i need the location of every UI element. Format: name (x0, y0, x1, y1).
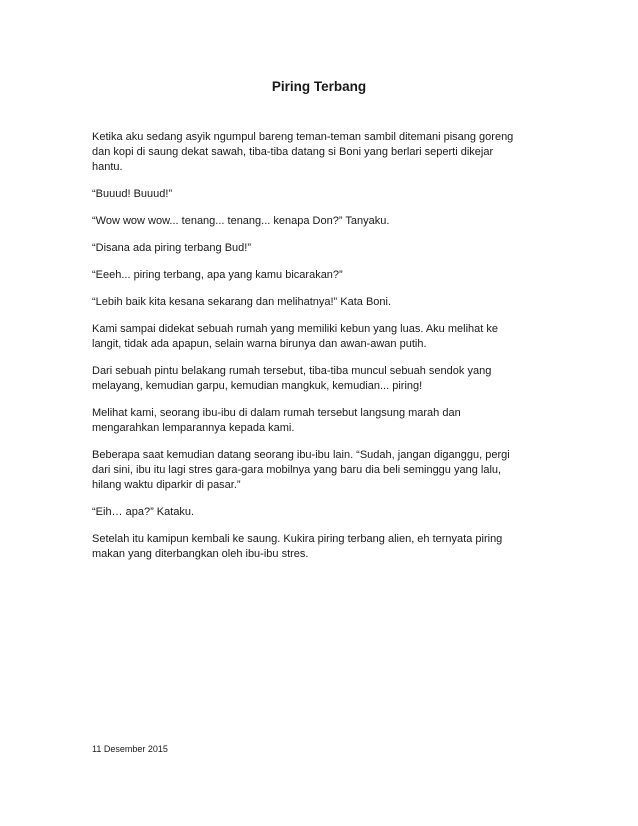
story-body (92, 130, 544, 574)
paragraph-line: hantu. (92, 161, 123, 173)
document-title: Piring Terbang (271, 79, 367, 94)
paragraph-line: melayang, kemudian garpu, kemudian mangkuk, kemudian... piring! (92, 380, 423, 392)
paragraph-line: hilang waktu diparkir di pasar.” (92, 479, 241, 491)
story-paragraph (92, 295, 544, 310)
paragraph-line: Kami sampai didekat sebuah rumah yang memiliki kebun yang luas. Aku melihat ke (92, 323, 498, 335)
paragraph-line: Ketika aku sedang asyik ngumpul bareng teman-teman sambil ditemani pisang goreng (92, 131, 514, 143)
paragraph-line: “Eih… apa?” Kataku. (92, 506, 195, 518)
paragraph-line: Dari sebuah pintu belakang rumah tersebut, tiba-tiba muncul sebuah sendok yang (92, 365, 492, 377)
story-paragraph (92, 187, 544, 202)
story-paragraph (92, 214, 544, 229)
story-paragraph (92, 130, 544, 175)
story-paragraph (92, 448, 544, 493)
paragraph-line: “Buuud! Buuud!” (92, 188, 173, 200)
paragraph-line: Setelah itu kamipun kembali ke saung. Kukira piring terbang alien, eh ternyata piring (92, 533, 503, 545)
paragraph-line: dan kopi di saung dekat sawah, tiba-tiba datang si Boni yang berlari seperti dikejar (92, 146, 494, 158)
story-paragraph (92, 532, 544, 562)
document-date: 11 Desember 2015 (92, 744, 168, 754)
paragraph-line: “Eeeh... piring terbang, apa yang kamu bicarakan?” (92, 269, 343, 281)
story-paragraph (92, 505, 544, 520)
paragraph-line: “Lebih baik kita kesana sekarang dan melihatnya!” Kata Boni. (92, 296, 392, 308)
story-paragraph (92, 268, 544, 283)
paragraph-line: Melihat kami, seorang ibu-ibu di dalam rumah tersebut langsung marah dan (92, 407, 461, 419)
story-paragraph (92, 406, 544, 436)
paragraph-line: dari sini, ibu itu lagi stres gara-gara mobilnya yang baru dia beli seminggu yang lalu, (92, 464, 502, 476)
story-paragraph (92, 241, 544, 256)
paragraph-line: mengarahkan lemparannya kepada kami. (92, 422, 295, 434)
story-paragraph (92, 322, 544, 352)
paragraph-line: “Wow wow wow... tenang... tenang... kenapa Don?” Tanyaku. (92, 215, 390, 227)
paragraph-line: Beberapa saat kemudian datang seorang ibu-ibu lain. “Sudah, jangan diganggu, pergi (92, 449, 510, 461)
paragraph-line: “Disana ada piring terbang Bud!” (92, 242, 251, 254)
paragraph-line: langit, tidak ada apapun, selain warna birunya dan awan-awan putih. (92, 338, 427, 350)
paragraph-line: makan yang diterbangkan oleh ibu-ibu stres. (92, 548, 309, 560)
story-paragraph (92, 364, 544, 394)
